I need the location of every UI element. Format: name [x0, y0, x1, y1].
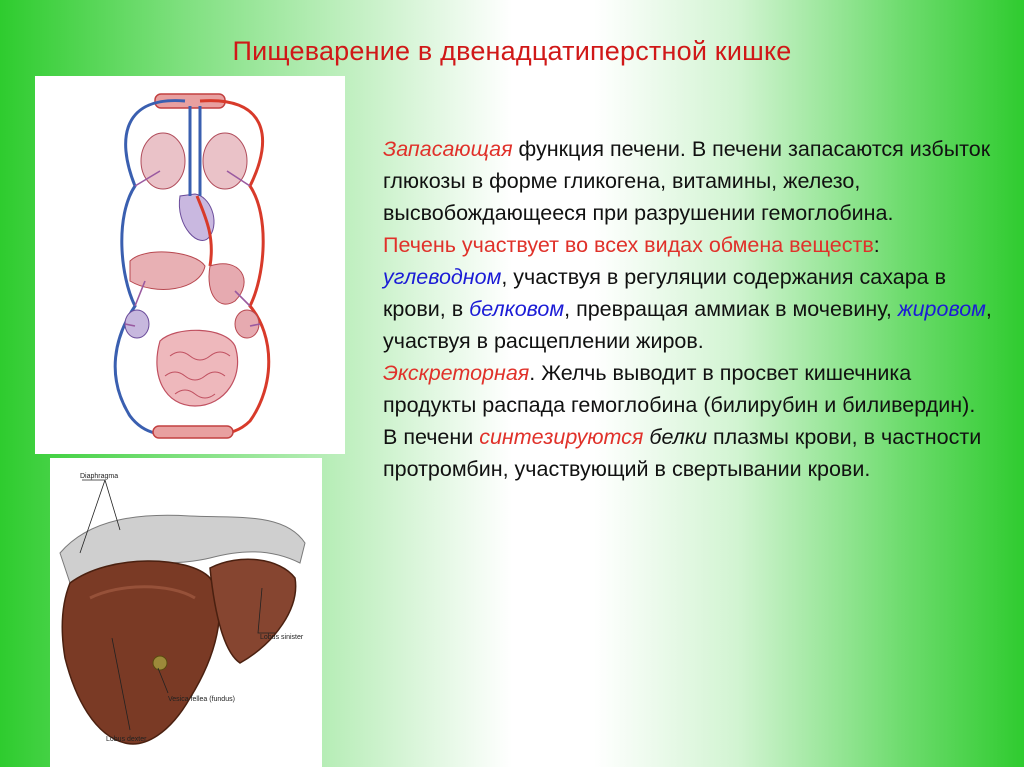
term-excretory: Экскреторная	[383, 361, 530, 385]
metabolism-lead: Печень участвует во всех видах обмена веществ	[383, 233, 874, 257]
body-text	[383, 133, 1003, 485]
term-fat: жировом	[897, 297, 986, 321]
term-protein: белковом	[469, 297, 565, 321]
synthesis-text: плазмы крови, в частности протромбин, участвующий в свертывании крови.	[383, 425, 982, 481]
paragraph-metabolism	[383, 229, 1003, 357]
slide-title: Пищеварение в двенадцатиперстной кишке	[232, 36, 792, 66]
term-carbohydrate: углеводном	[383, 265, 502, 289]
circulation-diagram	[35, 76, 345, 454]
metabolism-text-3: , участвуя в расщеплении жиров.	[383, 297, 992, 353]
circulation-illustration	[35, 76, 345, 454]
label-lobus-dexter: Lobus dexter	[106, 736, 147, 743]
metabolism-text-1: , участвуя в регуляции содержания сахара в крови, в	[383, 265, 947, 321]
term-synthesized: синтезируются	[479, 425, 644, 449]
term-storage: Запасающая	[383, 137, 513, 161]
excretory-text: . Желчь выводит в просвет кишечника продукты распада гемоглобина (билирубин и биливердин).	[383, 361, 976, 417]
metabolism-colon: :	[873, 233, 880, 257]
label-vesica-fellea: Vesica fellea (fundus)	[168, 696, 235, 703]
metabolism-text-2: , превращая аммиак в мочевину,	[564, 297, 898, 321]
storage-text: функция печени. В печени запасаются избыток глюкозы в форме гликогена, витамины, железо, высвобождающееся при разрушении гемоглобина.	[383, 137, 991, 225]
synthesis-pre: В печени	[383, 425, 480, 449]
label-lobus-sinister: Lobus sinister	[260, 634, 304, 641]
label-diaphragm: Diaphragma	[80, 473, 119, 480]
term-proteins: белки	[649, 425, 707, 449]
paragraph-synthesis	[383, 421, 1003, 485]
liver-illustration	[50, 458, 322, 767]
paragraph-excretory	[383, 357, 1003, 421]
paragraph-storage-function	[383, 133, 1003, 229]
liver-anatomy-figure	[50, 458, 322, 767]
